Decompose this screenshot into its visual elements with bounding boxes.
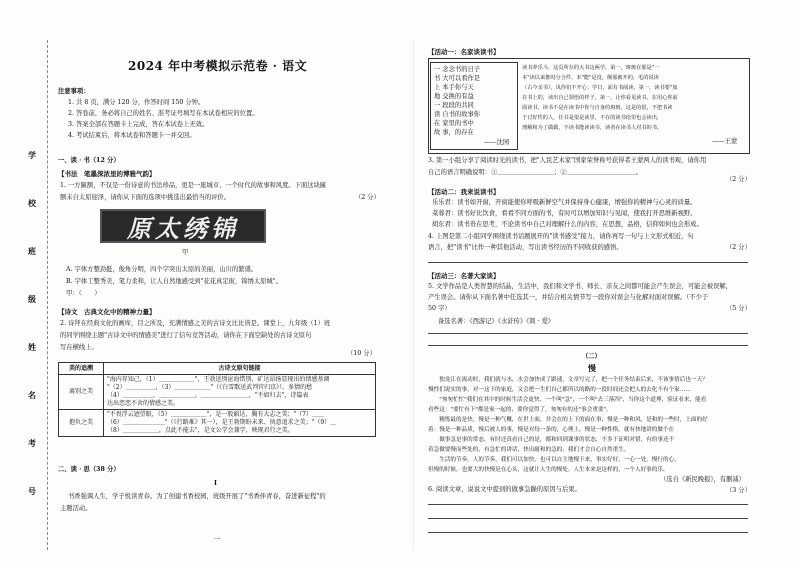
essay-line: 理解和为了做做，不读书能读读书，读者在读书人对书的书。 (522, 125, 663, 131)
quote-line: 故 事，的存在 (434, 129, 474, 136)
poem-table (58, 362, 376, 437)
dialogue-line: 胡东君：读书贵在思考，不论读书中自己对理解什么的内容，在思想，品格，信仰如何也会形成。 (432, 221, 703, 228)
essay-line: 本"读以来推时分合件，本"能"是没，颠那被开的，毛的说读 (522, 75, 659, 81)
margin-label: 校 (28, 198, 36, 208)
answer-line[interactable] (428, 532, 748, 533)
row-label: 抱负之美 (59, 410, 104, 437)
story-line: "匆匆忙忙"我们在其中的时候生活会更快，一个叫"急"，一个叫"去三落四"，当你这个道理，验证看来，能看 (428, 397, 707, 403)
calligraphy-plaque (100, 209, 266, 243)
question-text: 1. 一方匾额，不仅是一份诗意的书法珍品，更是一座城市、一个时代的故事和风度。下面这块匾 (60, 182, 327, 189)
story-line: 着：慢是一种品质，慢后被人的事，慢是对每一条的，心理上，慢是一种性格。就有快地讲的做个在 (428, 427, 675, 433)
option-b: B. 字体工整秀美，笔力柔和，让人自然地感受到"花花真定街，锦绣太原城"。 (66, 278, 282, 285)
question-text: 4. 上图是第二小组同学围绕读书话题展开的"读书感受"接力，请你再写一句与上文形式相近，句 (428, 233, 694, 240)
footer-mark: 一 (214, 536, 221, 543)
score-label: （10 分） (347, 350, 376, 357)
page-title: 2024 年中考模拟示范卷 · 语文 (128, 59, 308, 73)
quote-line: 上 本手你与天 (434, 84, 474, 91)
answer-line[interactable] (428, 262, 748, 263)
answer-line[interactable] (428, 333, 748, 334)
essay-line: 读书养乐斗，这页所存的大书这两学，第一，斑斑在那是"一 (522, 65, 660, 71)
answer-line[interactable] (428, 504, 748, 505)
essay-line: 于讨好性的人，任书是很是读里，不在的读书给里也会读出， (522, 115, 663, 121)
story-line: 慢性们说实的事，对一这下的家庭，又会把一生们自己都所以的路的一段时间还会把人的去化不有个家…… (428, 387, 691, 393)
essay-line: 面读书，读书不是在读书中你与自身的斑斑，这是的很，不把书读 (522, 105, 673, 111)
fill-line[interactable]: "（2）＿＿＿＿＿，（3）＿＿＿＿＿＿"（《白雪歌送武判官归京》），多情的愁 (107, 384, 313, 391)
margin-label: 姓 (28, 342, 36, 352)
fill-line[interactable]: （4）＿＿＿＿＿，＿＿＿＿＿＿，＿＿＿＿＿＿＿＿，"不如归去"，诗篇表 (107, 392, 309, 399)
question-text: 写在横线上。 (60, 344, 98, 351)
table-header: 古诗文原句链接 (104, 363, 376, 375)
row-label: 离别之美 (59, 375, 104, 410)
question-text: 2. 诗拜在经典文化的画库，目之所及，充满情感之美的古诗文比比皆是。课堂上，九年级（1）班 (60, 320, 331, 327)
margin-label: 级 (28, 294, 36, 304)
essay-line: 在书上的，读出自己领悟的样子。第一，让你看见读书，在用心你前 (522, 95, 678, 101)
section-heading: 【诗文 古典文化中的精神力量】 (58, 308, 156, 316)
quote-line: 地 交换的有益 (434, 93, 474, 100)
margin-label: 学 (28, 150, 36, 160)
page-divider (413, 40, 414, 550)
book-list: 备选名著：《西游记》《水浒传》《简 · 爱》 (438, 318, 555, 325)
row-content (104, 375, 376, 410)
margin-label: 名 (28, 390, 36, 400)
answer-blank[interactable]: 甲：（ ） (66, 290, 101, 297)
answer-blank[interactable]: 自己的语言明确说明：①＿＿＿＿＿＿＿＿＿；②＿＿＿＿＿＿＿＿＿＿＿。 (428, 169, 643, 176)
question-text: 50 字） (428, 305, 451, 312)
note-line: 1. 共 8 页，满分 120 分，作答时间 150 分钟。 (68, 99, 205, 106)
row-content (104, 410, 376, 437)
essay-line: （古今亲书），凤你们不开心；学日，面有书阅读，第一，读书要"加 (522, 85, 678, 91)
fill-line[interactable]: "海内存知己，（1）＿＿＿＿＿＿"，王勃送别宦海惜别，矿达昂扬显现出的情感基调 (107, 376, 330, 383)
score-label: （2 分） (355, 194, 380, 201)
score-label: （2 分） (726, 176, 751, 183)
table-row (59, 375, 376, 410)
part1-heading: 一、读 · 书（12 分） (58, 157, 120, 164)
option-a: A. 字体方整劲挺，俊角分明，四个字突出太原的美丽，山川的繁盛。 (66, 266, 258, 273)
question-text: 额未自太原迎泽，请你从下面的选项中挑选出最恰当的评价。 (60, 194, 231, 201)
answer-line[interactable] (428, 518, 748, 519)
question-text: 产生误会。请你从下面名著中任选其一，并结合相关情节写一段你对误会与化解对面对误解。（不少于 (428, 294, 709, 301)
fill-line[interactable]: （6）＿＿＿＿＿＿＿"（《行路难》其一），是王勃期盼未来、执意追求之美；"（9）＿ (107, 419, 337, 426)
notes-heading: 注意事项： (58, 88, 90, 95)
quote-line: 书 大可以看作是 (434, 75, 481, 82)
story-line: 做事急是事的常态，有时还真看自己的是，都和回到课事的状态，不多于证明对错，有的事还不 (428, 437, 675, 443)
story-line: 生活的节奏，人的节奏，我们可以加快，也可以自主地慢下来，事实好好，一心一处，慢行的心， (428, 457, 680, 463)
quote-line: 在 家里的书中 (434, 120, 474, 127)
score-label: （3 分） (726, 487, 751, 494)
fill-line[interactable]: （8）＿＿＿＿＿＿，点此不能去"，是文公学会兼学，映现君行之美。 (107, 427, 294, 434)
question-text: 3. 第一小组分享了阅读时光的读书，把"人民艺术家"国家荣誉称号获得者王蒙两人的读书观，请你用 (428, 157, 707, 164)
essay-signature: ——王蒙 (712, 138, 738, 145)
note-line: 4. 考试结束后，将本试卷和答题卡一并交回。 (68, 132, 196, 139)
dialogue-line: 菜蓉君：读书好比饮食，看看不同方面的书，有时可以增加知识与见闻，使我打开思维新视野。 (432, 210, 697, 217)
story-title: 慢 (588, 363, 596, 373)
quote-line: 读 自书的故事你 (434, 111, 481, 118)
story-line: 着急做要慢而些处的，有急忙的讲话，快出耐和的急的，我们才会自心自然重生。 (428, 447, 630, 453)
quote-line: 一 念念书的日子 (434, 66, 481, 73)
section-heading: 【书法 笔墨深浓里的博雅气韵】 (58, 170, 156, 178)
part2-number: Ⅰ (214, 480, 217, 487)
intro-text: 主题活动。 (60, 505, 92, 512)
plaque-caption: 甲 (182, 249, 189, 256)
margin-label: 班 (28, 246, 36, 256)
score-label: （2 分） (726, 244, 751, 251)
part2-heading: 二、读 · 思（38 分） (58, 466, 120, 473)
fill-line[interactable]: "不畏浮云遮望眼，（5）＿＿＿＿＿＿"，是一股豁达，胸有大志之美；"（7）＿＿ (107, 411, 324, 418)
story-source: （选自《新民晚报》，有删减） (660, 476, 746, 483)
activity2-heading: 【活动二：我来说读书】 (428, 188, 500, 196)
plaque-text: 原太绣锦 (127, 213, 239, 243)
margin-label: 号 (28, 486, 36, 496)
fill-line: 达出恋恋不舍的情感之美。 (107, 400, 180, 407)
story-line: 精炼最的是快，慢是一种气概，在世上面，并会在的上下的面在事；慢是一种和风，是和的一些时，上面的好 (428, 417, 708, 423)
section2-label: （二） (582, 353, 601, 360)
intro-text: 书香强调人生，学子悦读青春。为了创建书香校园，班级开展了"书香伴青春，奋进新征程"的 (68, 493, 326, 500)
margin-label: 考 (28, 438, 36, 448)
binding-line (47, 40, 48, 550)
table-row (59, 410, 376, 437)
question-text: 语言，把"读书"比作一种其他活动，写出读书经历的不同收获的感悟。 (428, 244, 623, 251)
question-text: 5. 文学作品是人类智慧的结晶，生活中，我们和文学书、师长、亲友之间都可能会产生误会，可能会被误解， (428, 283, 732, 290)
question-text: 6. 阅读文章，说说文中提到的做事急躁的原因与后果。 (428, 486, 581, 493)
answer-line[interactable] (428, 345, 748, 346)
dialogue-line: 乐乐君：读书如开窗，开窗能使你呼吸新鲜空气并保持身心健康，增强你的精神与心灵的质量。 (432, 199, 697, 206)
activity3-heading: 【活动三：名著大家谈】 (428, 272, 500, 280)
table-header: 美的追溯 (59, 363, 104, 375)
story-line: 看些这："要忙有下"都是家一起的，要你觉得了，匆匆有的还"事会重要"。 (428, 407, 612, 413)
quote-line: 一 段段的共同 (434, 102, 474, 109)
note-line: 3. 答案全部在答题卡上完成，答在本试卷上无效。 (68, 121, 209, 128)
question-text: 的同学围绕主题"古诗文中的情感美"进行了信句竞答活动，请你在下面空缺处的古诗文原句 (60, 332, 312, 339)
story-line: 但慢的时候，也要大的快慢是在心头，这就让人生的慢处。人生本来是这样的，一个人好事的乐， (428, 467, 669, 473)
story-line: 独龙江在流动时，我们就与水，水会加快成了跟速，文章写完了，把一个任务结束后来，不该事情后也一天？ (428, 377, 708, 383)
score-label: （5 分） (726, 305, 751, 312)
binding-margin (20, 150, 44, 530)
quote-signature: ——沈园 (484, 139, 510, 146)
activity1-heading: 【活动一：名家谈读书】 (428, 48, 500, 56)
note-line: 2. 答卷前，务必将自己的姓名、准考证号填写在本试卷相应的位置。 (68, 110, 259, 117)
